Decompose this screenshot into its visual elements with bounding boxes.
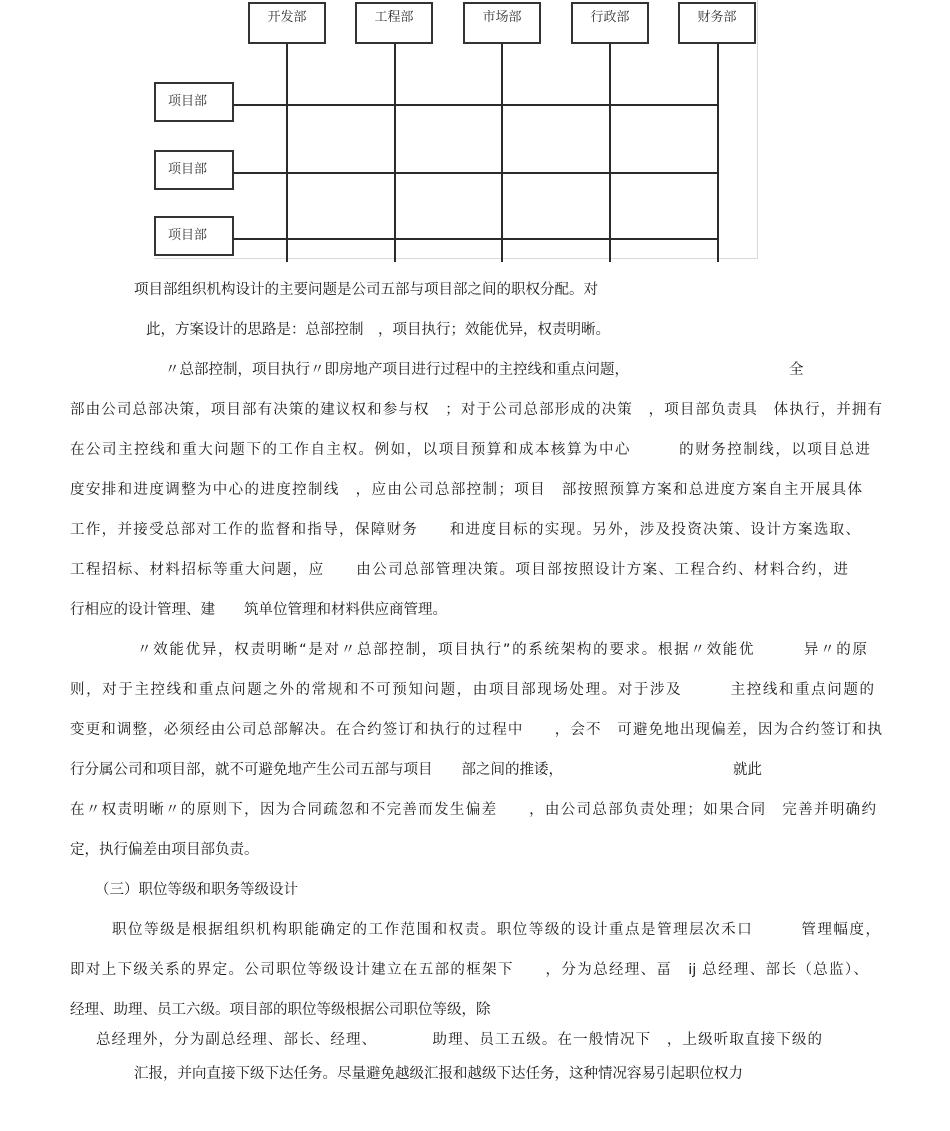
text-line: 则，对于主控线和重点问题之外的常规和不可预知问题，由项目部现场处理。对于涉及 主控线和重点问题的 xyxy=(70,682,874,698)
dept-line-2 xyxy=(394,44,396,262)
dept-box-administration: 行政部 xyxy=(571,2,649,44)
project-box-1: 项目部 xyxy=(154,82,234,122)
text-line: 全 xyxy=(789,362,804,378)
org-matrix-diagram xyxy=(150,0,760,262)
dept-line-5 xyxy=(717,44,719,262)
text-line: 在〃权责明晰〃的原则下，因为合同疏忽和不完善而发生偏差 ，由公司总部负责处理；如果合同 完善并明确约 xyxy=(70,802,876,818)
project-line-2 xyxy=(234,172,719,174)
project-line-1 xyxy=(234,104,719,106)
text-line: 定，执行偏差由项目部负责。 xyxy=(70,842,259,858)
text-line: 工程招标、材料招标等重大问题，应 由公司总部管理决策。项目部按照设计方案、工程合约、材料合约，进 xyxy=(70,562,848,578)
text-line: 〃效能优异，权责明晰“是对〃总部控制，项目执行”的系统架构的要求。根据〃效能优 异〃的原 xyxy=(137,642,867,658)
project-line-3 xyxy=(234,238,719,240)
text-line: 就此 xyxy=(733,762,762,778)
text-line: 在公司主控线和重大问题下的工作自主权。例如，以项目预算和成本核算为中心 的财务控制线，以项目总进 xyxy=(70,442,870,458)
text-line: 变更和调整，必须经由公司总部解决。在合约签订和执行的过程中 ，会不 可避免地出现偏差，因为合约签订和执 xyxy=(70,722,882,738)
text-line: 经理、助理、员工六级。项目部的职位等级根据公司职位等级，除 xyxy=(70,1002,491,1018)
text-line: 汇报，并向直接下级下达任务。尽量避免越级汇报和越级下达任务，这种情况容易引起职位权力 xyxy=(134,1066,743,1082)
project-box-2: 项目部 xyxy=(154,150,234,190)
text-line: 项目部组织机构设计的主要问题是公司五部与项目部之间的职权分配。对 xyxy=(134,282,598,298)
text-line: 行分属公司和项目部，就不可避免地产生公司五部与项目 部之间的推诿， xyxy=(70,762,563,778)
text-line: 总经理外，分为副总经理、部长、经理、 助理、员工五级。在一般情况下 ，上级听取直接下级的 xyxy=(96,1032,822,1048)
dept-line-1 xyxy=(286,44,288,262)
text-line: 即对上下级关系的界定。公司职位等级设计建立在五部的框架下 ，分为总经理、畐 ij 总经理、部长（总监）、 xyxy=(70,962,868,978)
dept-box-finance: 财务部 xyxy=(678,2,756,44)
text-line: 〃总部控制，项目执行〃即房地产项目进行过程中的主控线和重点问题， xyxy=(165,362,629,378)
dept-line-4 xyxy=(609,44,611,262)
dept-box-engineering: 工程部 xyxy=(355,2,433,44)
section-heading: （三）职位等级和职务等级设计 xyxy=(95,882,298,898)
dept-line-3 xyxy=(501,44,503,262)
text-line: 行相应的设计管理、建 筑单位管理和材料供应商管理。 xyxy=(70,602,447,618)
project-box-3: 项目部 xyxy=(154,216,234,256)
dept-box-marketing: 市场部 xyxy=(463,2,541,44)
text-line: 工作，并接受总部对工作的监督和指导，保障财务 和进度目标的实现。另外，涉及投资决策、设计方案选取、 xyxy=(70,522,860,538)
text-line: 部由公司总部决策，项目部有决策的建议权和参与权 ；对于公司总部形成的决策 ，项目部负责具 体执行，并拥有 xyxy=(70,402,882,418)
text-line: 度安排和进度调整为中心的进度控制线 ，应由公司总部控制；项目 部按照预算方案和总进度方案自主开展具体 xyxy=(70,482,862,498)
dept-box-development: 开发部 xyxy=(248,2,326,44)
text-line: 职位等级是根据组织机构职能确定的工作范围和权责。职位等级的设计重点是管理层次禾口 管理幅度， xyxy=(112,922,880,938)
text-line: 此，方案设计的思路是：总部控制 ，项目执行；效能优异，权责明晰。 xyxy=(146,322,610,338)
diagram-frame xyxy=(154,0,758,259)
